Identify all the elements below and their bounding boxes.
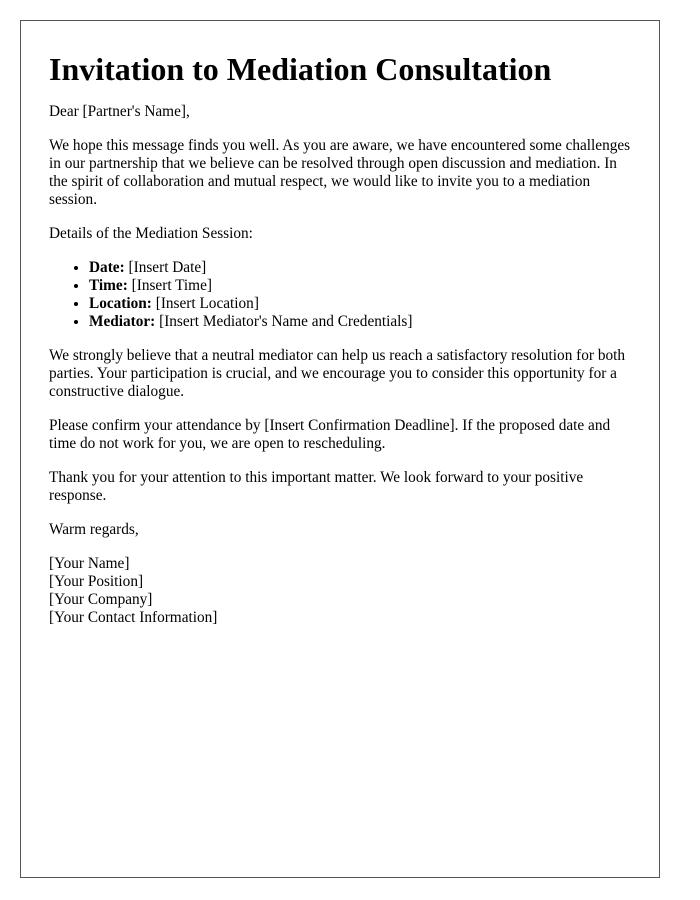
salutation: Dear [Partner's Name], xyxy=(49,103,190,120)
details-list xyxy=(49,259,631,331)
signature-position: [Your Position] xyxy=(49,573,144,590)
body-paragraph-thanks: Thank you for your attention to this important matter. We look forward to your positive response. xyxy=(49,469,584,504)
details-heading: Details of the Mediation Session: xyxy=(49,225,253,242)
detail-value: [Insert Mediator's Name and Credentials] xyxy=(159,313,413,330)
body-paragraph-confirm: Please confirm your attendance by [Insert Confirmation Deadline]. If the proposed date and time do not work for you, we are open to rescheduling. xyxy=(49,417,611,452)
signature-block xyxy=(49,555,631,627)
intro-paragraph: We hope this message finds you well. As you are aware, we have encountered some challenges in our partnership that we believe can be resolved through open discussion and mediation. In the spirit of collaboration and mutual respect, we would like to invite you to a mediation session. xyxy=(49,137,631,208)
detail-key: Date: xyxy=(89,259,125,276)
letter-page xyxy=(20,20,660,878)
detail-value: [Insert Date] xyxy=(128,259,207,276)
detail-value: [Insert Location] xyxy=(155,295,259,312)
body-paragraph-mediator: We strongly believe that a neutral mediator can help us reach a satisfactory resolution for both parties. Your participation is crucial, and we encourage you to consider this opportunity for a constructive dialogue. xyxy=(49,347,626,400)
signature-company: [Your Company] xyxy=(49,591,153,608)
detail-item-date xyxy=(89,259,631,277)
closing: Warm regards, xyxy=(49,521,139,538)
detail-item-mediator xyxy=(89,313,631,331)
signature-contact: [Your Contact Information] xyxy=(49,609,218,626)
detail-item-location xyxy=(89,295,631,313)
signature-name: [Your Name] xyxy=(49,555,130,572)
detail-key: Mediator: xyxy=(89,313,156,330)
detail-key: Time: xyxy=(89,277,128,294)
detail-item-time xyxy=(89,277,631,295)
detail-key: Location: xyxy=(89,295,152,312)
detail-value: [Insert Time] xyxy=(131,277,212,294)
letter-title: Invitation to Mediation Consultation xyxy=(49,51,552,87)
